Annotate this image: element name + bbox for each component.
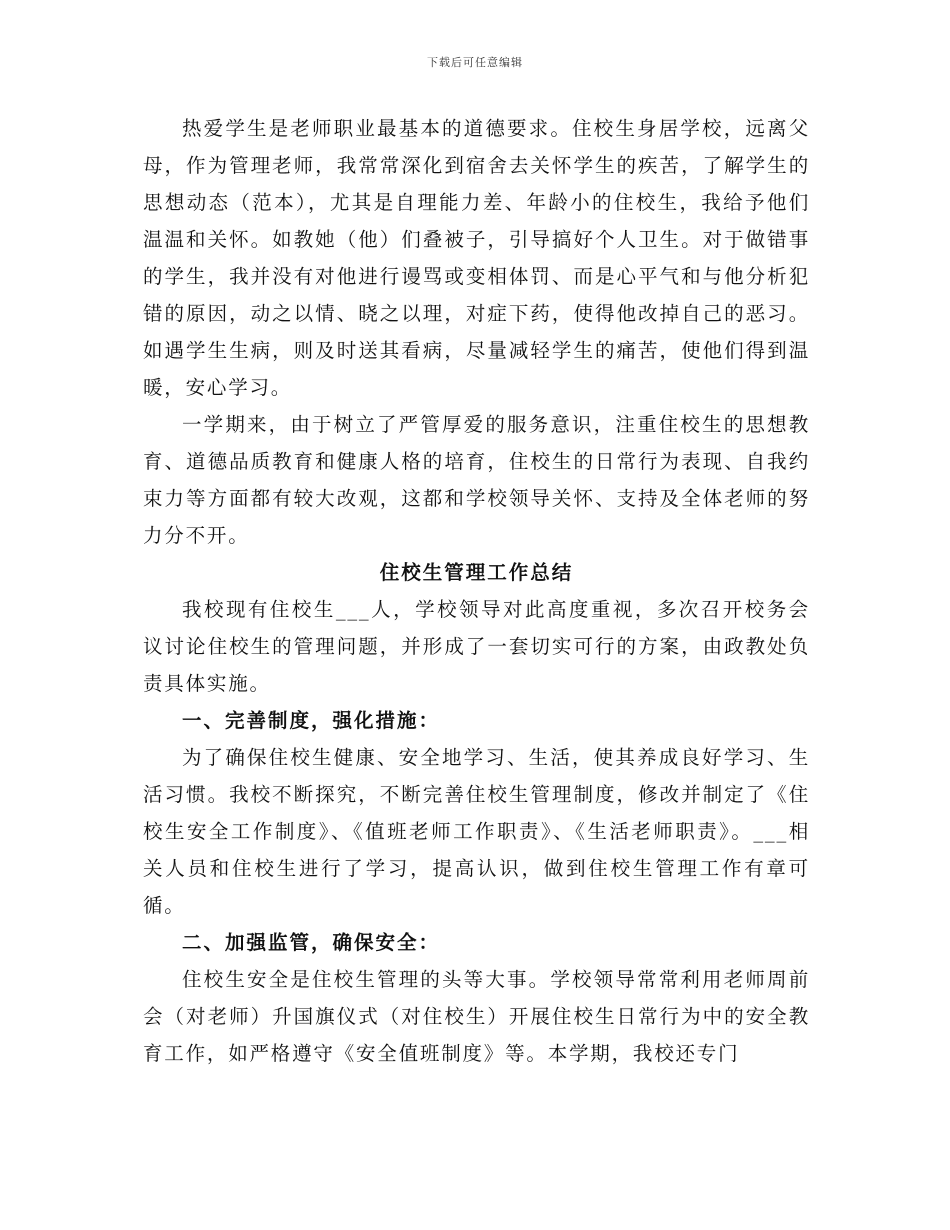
paragraph: 我校现有住校生___人，学校领导对此高度重视，多次召开校务会议讨论住校生的管理问题，并形成了一套切实可行的方案，由政教处负责具体实施。 [143, 598, 810, 695]
section-title: 住校生管理工作总结 [379, 561, 574, 584]
paragraph: 住校生安全是住校生管理的头等大事。学校领导常常利用老师周前会（对老师）升国旗仪式（对住校生）开展住校生日常行为中的安全教育工作，如严格遵守《安全值班制度》等。本学期，我校还专门 [143, 968, 810, 1065]
paragraph: 热爱学生是老师职业最基本的道德要求。住校生身居学校，远离父母，作为管理老师，我常常深化到宿舍去关怀学生的疾苦，了解学生的思想动态（范本），尤其是自理能力差、年龄小的住校生，我给予他们温温和关怀。如教她（他）们叠被子，引导搞好个人卫生。对于做错事的学生，我并没有对他进行谩骂或变相体罚、而是心平气和与他分析犯错的原因，动之以情、晓之以理，对症下药，使得他改掉自己的恶习。如遇学生生病，则及时送其看病，尽量减轻学生的痛苦，使他们得到温暖，安心学习。 [143, 117, 810, 399]
section-heading: 二、加强监管，确保安全： [182, 931, 441, 954]
paragraph: 一学期来，由于树立了严管厚爱的服务意识，注重住校生的思想教育、道德品质教育和健康人格的培育，住校生的日常行为表现、自我约束力等方面都有较大改观，这都和学校领导关怀、支持及全体老师的努力分不开。 [143, 413, 810, 547]
section-heading: 一、完善制度，强化措施： [182, 709, 441, 732]
paragraph: 为了确保住校生健康、安全地学习、生活，使其养成良好学习、生活习惯。我校不断探究，不断完善住校生管理制度，修改并制定了《住校生安全工作制度》、《值班老师工作职责》、《生活老师职责》。___相关人员和住校生进行了学习，提高认识，做到住校生管理工作有章可循。 [143, 746, 810, 917]
page-header: 下载后可任意编辑 [427, 56, 523, 69]
document-body [143, 110, 810, 1072]
